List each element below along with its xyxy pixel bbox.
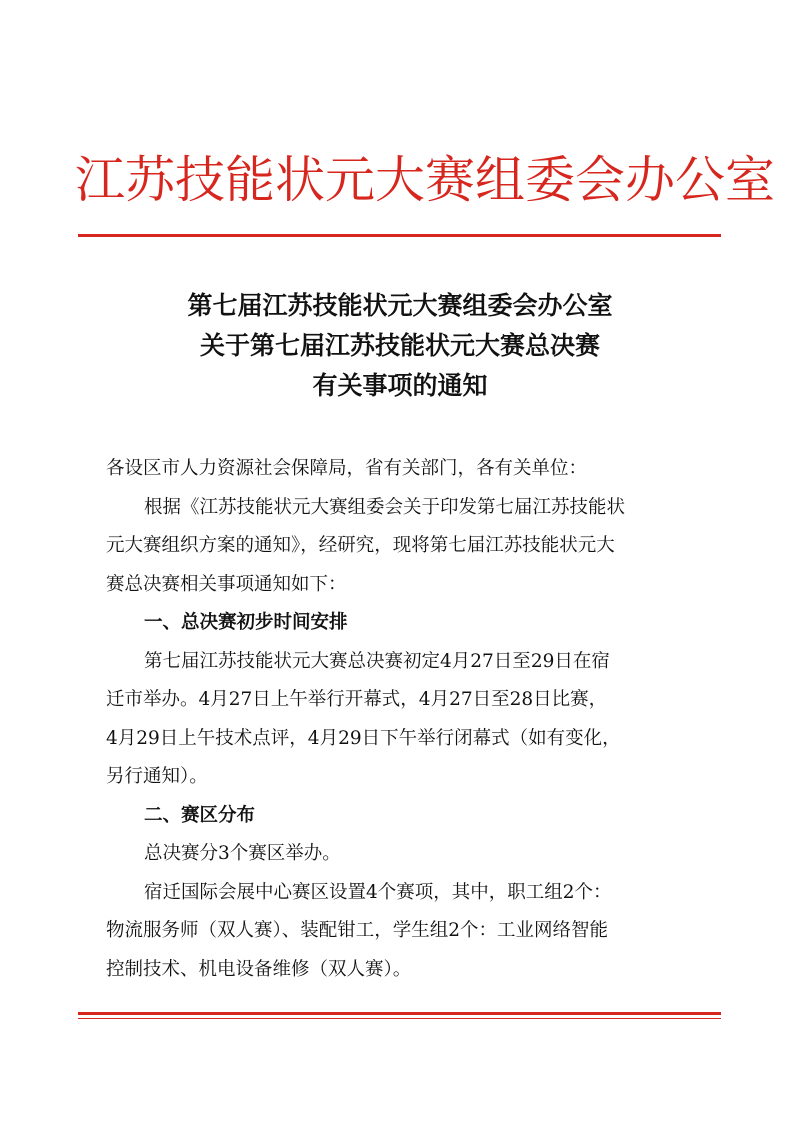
section-1-line: 第七届江苏技能状元大赛总决赛初定4月27日至29日在宿	[144, 650, 610, 672]
footer-red-rule	[78, 1012, 721, 1015]
section-2-line: 物流服务师（双人赛）、装配钳工，学生组2个：工业网络智能	[106, 920, 609, 941]
intro-line: 根据《江苏技能状元大赛组委会关于印发第七届江苏技能状	[144, 496, 626, 518]
organization-header: 江苏技能状元大赛组委会办公室	[75, 151, 775, 209]
section-2-line: 宿迁国际会展中心赛区设置4个赛项，其中，职工组2个：	[144, 881, 612, 903]
header-red-rule	[78, 234, 721, 237]
document-body	[106, 450, 718, 989]
section-1-line: 迁市举办。4月27日上午举行开幕式，4月27日至28日比赛，	[106, 689, 608, 710]
section-1-line: 另行通知）。	[106, 766, 208, 787]
intro-line: 元大赛组织方案的通知》，经研究，现将第七届江苏技能状元大	[106, 535, 615, 556]
document-title	[80, 286, 720, 406]
section-2-line: 控制技术、机电设备维修（双人赛）。	[106, 958, 412, 980]
salutation: 各设区市人力资源社会保障局，省有关部门，各有关单位：	[106, 458, 588, 479]
section-1-heading: 一、总决赛初步时间安排	[144, 612, 348, 633]
footer-red-rule-thin	[78, 1018, 721, 1019]
intro-line: 赛总决赛相关事项通知如下：	[106, 573, 347, 595]
title-line-1: 第七届江苏技能状元大赛组委会办公室	[187, 291, 613, 320]
section-1-line: 4月29日上午技术点评，4月29日下午举行闭幕式（如有变化，	[106, 727, 621, 749]
section-2-summary: 总决赛分3个赛区举办。	[144, 843, 341, 864]
section-2-heading: 二、赛区分布	[144, 804, 256, 826]
title-line-2: 关于第七届江苏技能状元大赛总决赛	[199, 331, 600, 360]
title-line-3: 有关事项的通知	[312, 371, 488, 400]
